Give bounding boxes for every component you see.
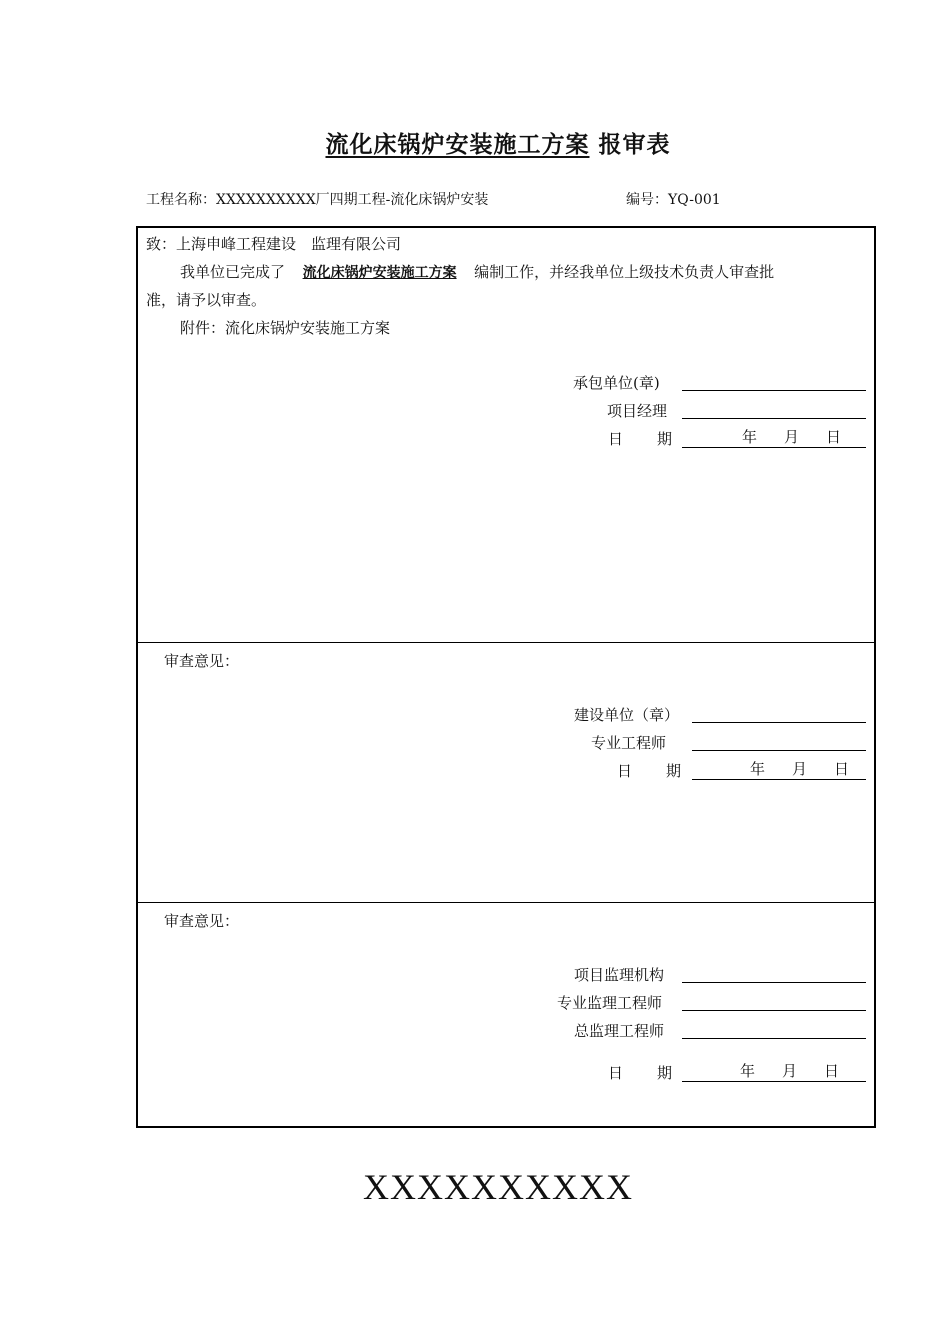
owner-unit-signature-line[interactable]: [692, 722, 866, 723]
chief-engineer-label: 总监理工程师: [574, 1022, 665, 1040]
company-name: XXXXXXXXXX: [363, 1167, 633, 1207]
project-name: [146, 189, 488, 209]
attachment: 附件：流化床锅炉安装施工方案: [180, 319, 391, 337]
supervising-engineer-label: 专业监理工程师: [557, 994, 663, 1012]
date-label: [608, 429, 672, 449]
date-label-char1: 日: [608, 430, 624, 448]
project-manager-signature-line[interactable]: [682, 418, 866, 419]
date-field[interactable]: [682, 427, 866, 448]
chief-engineer-signature-line[interactable]: [682, 1038, 866, 1039]
section-divider: [138, 642, 874, 643]
date-label-char2: 期: [657, 430, 673, 448]
supervision-agency-label: 项目监理机构: [574, 966, 665, 984]
month-unit: 月: [792, 760, 808, 778]
review-opinion-label: 审查意见：: [164, 912, 240, 930]
form-table: [136, 226, 876, 1128]
date-field[interactable]: [692, 759, 866, 780]
day-unit: 日: [824, 1062, 840, 1080]
date-label: [617, 761, 681, 781]
day-unit: 日: [826, 428, 842, 446]
form-title-suffix: 报审表: [598, 132, 671, 158]
form-number: [626, 189, 721, 209]
project-manager-label: 项目经理: [607, 402, 668, 420]
year-unit: 年: [742, 428, 758, 446]
form-number-label: 编号：: [626, 192, 668, 208]
supervision-agency-signature-line[interactable]: [682, 982, 866, 983]
project-name-value: XXXXXXXXXX厂四期工程-流化床锅炉安装: [216, 192, 489, 208]
day-unit: 日: [834, 760, 850, 778]
form-number-value: YQ-001: [668, 192, 721, 208]
engineer-label: 专业工程师: [591, 734, 667, 752]
engineer-signature-line[interactable]: [692, 750, 866, 751]
document-name: 流化床锅炉安装施工方案: [302, 265, 457, 281]
contractor-label: 承包单位(章): [573, 374, 660, 392]
project-name-label: 工程名称：: [146, 192, 216, 208]
submission-statement-line2: 准，请予以审查。: [146, 291, 267, 309]
date-label-char2: 期: [657, 1064, 673, 1082]
date-label-char1: 日: [617, 762, 633, 780]
form-title: [0, 126, 950, 159]
date-label-char2: 期: [666, 762, 682, 780]
review-opinion-label: 审查意见：: [164, 652, 240, 670]
supervising-engineer-signature-line[interactable]: [682, 1010, 866, 1011]
date-field[interactable]: [682, 1061, 866, 1082]
month-unit: 月: [784, 428, 800, 446]
year-unit: 年: [740, 1062, 756, 1080]
month-unit: 月: [782, 1062, 798, 1080]
submission-statement: [180, 262, 774, 283]
owner-unit-label: 建设单位（章）: [574, 706, 680, 724]
year-unit: 年: [750, 760, 766, 778]
date-label: [608, 1063, 672, 1083]
addressee: 致：上海申峰工程建设 监理有限公司: [146, 235, 402, 253]
form-title-subject: 流化床锅炉安装施工方案: [325, 132, 590, 158]
date-label-char1: 日: [608, 1064, 624, 1082]
statement-suffix: 编制工作，并经我单位上级技术负责人审查批: [474, 263, 775, 281]
section-divider: [138, 902, 874, 903]
contractor-signature-line[interactable]: [682, 390, 866, 391]
statement-prefix: 我单位已完成了: [180, 263, 286, 281]
